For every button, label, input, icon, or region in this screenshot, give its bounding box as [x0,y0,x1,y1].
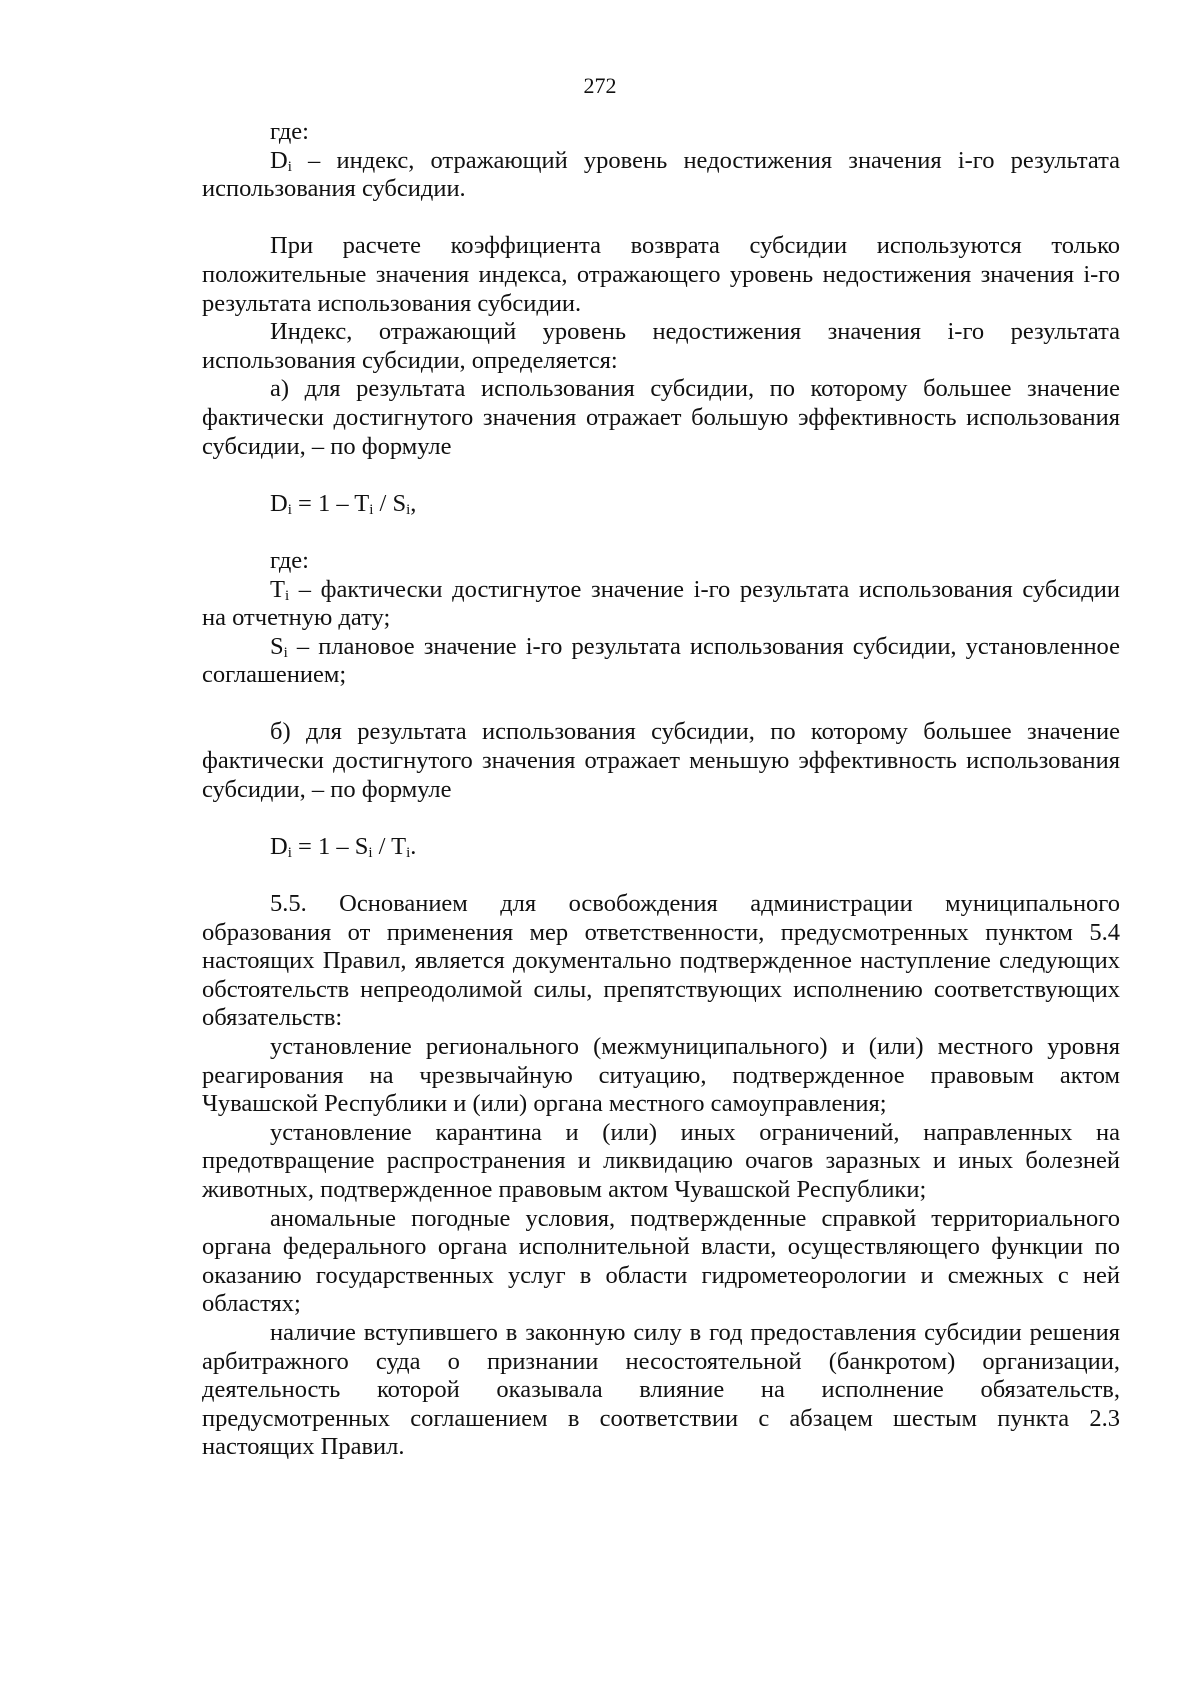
paragraph-case-a: а) для результата использования субсидии, по которому большее значение фактически достигнутого значения отражает большую эффективность использования субсидии, – по формуле [202,375,1120,460]
formula-b: $D_i = 1 - S_i / T_i$. [270,832,417,861]
paragraph-where-2: где: [270,546,309,574]
definition-s-text: – плановое значение i-го результата использования субсидии, установленное соглашением; [202,632,1120,689]
paragraph-emergency: установление регионального (межмуниципального) и (или) местного уровня реагирования на чрезвычайную ситуацию, подтвержденное правовым актом Чувашской Республики и (или) органа местного самоуправления; [202,1033,1120,1118]
subscript-i: i [283,644,288,661]
paragraph-definition-d [202,147,1120,204]
page-number: 272 [583,73,617,98]
definition-d-text: – индекс, отражающий уровень недостижения значения i-го результата использования субсидии. [202,146,1120,203]
formula-a: $D_i = 1 - T_i / S_i$, [270,489,417,518]
symbol-s: S [270,632,284,660]
symbol-d: D [270,146,288,174]
paragraph-definition-t [202,576,1120,633]
symbol-t: T [270,575,285,603]
paragraph-index-defined: Индекс, отражающий уровень недостижения значения i-го результата использования субсидии, определяется: [202,318,1120,374]
paragraph-bankruptcy: наличие вступившего в законную силу в год предоставления субсидии решения арбитражного суда о признании несостоятельной (банкротом) организации, деятельность которой оказывала влияние на исполнение обязательств, предусмотренных соглашением в соответствии с абзацем шестым пункта 2.3 настоящих Правил. [202,1318,1120,1461]
paragraph-definition-s [202,633,1120,690]
document-body [202,118,1120,1462]
subscript-i: i [287,158,292,175]
paragraph-case-b: б) для результата использования субсидии, по которому большее значение фактически достигнутого значения отражает меньшую эффективность использования субсидии, – по формуле [202,718,1120,803]
paragraph-where-1: где: [270,118,309,145]
paragraph-positive-values: При расчете коэффициента возврата субсидии используются только положительные значения индекса, отражающего уровень недостижения значения i-го результата использования субсидии. [202,232,1120,317]
paragraph-weather: аномальные погодные условия, подтвержденные справкой территориального органа федерального органа исполнительной власти, осуществляющего функции по оказанию государственных услуг в области гидрометеорологии и смежных с ней областях; [202,1204,1120,1318]
paragraph-quarantine: установление карантина и (или) иных ограничений, направленных на предотвращение распространения и ликвидацию очагов заразных и иных болезней животных, подтвержденное правовым актом Чувашской Республики; [202,1118,1120,1203]
subscript-i: i [284,587,290,604]
definition-t-text: – фактически достигнутое значение i-го результата использования субсидии на отчетную дату; [202,575,1120,632]
paragraph-section-5-5: 5.5. Основанием для освобождения администрации муниципального образования от применения мер ответственности, предусмотренных пунктом 5.4 настоящих Правил, является документально подтвержденное наступление следующих обстоятельств непреодолимой силы, препятствующих исполнению соответствующих обязательств: [202,890,1120,1032]
